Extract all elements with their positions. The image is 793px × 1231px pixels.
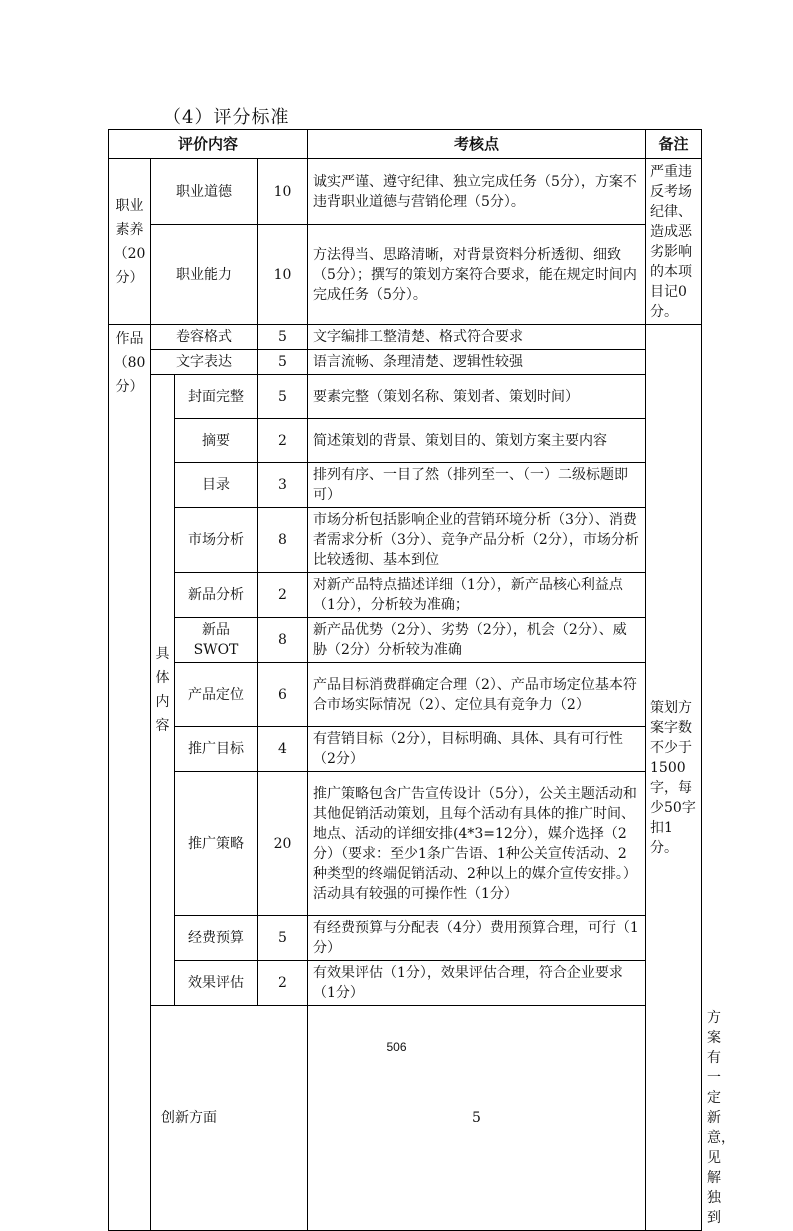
table-row — [109, 508, 702, 573]
table-row — [109, 916, 702, 961]
item-score: 5 — [308, 1006, 646, 1231]
item-label: 推广目标 — [175, 727, 258, 772]
item-points: 产品目标消费群确定合理（2）、产品市场定位基本符合市场实际情况（2）、定位具有竞争力（2） — [308, 663, 646, 727]
item-label: 封面完整 — [175, 375, 258, 419]
item-score: 20 — [258, 772, 308, 916]
item-points: 文字编排工整清楚、格式符合要求 — [308, 325, 646, 350]
table-row — [109, 350, 702, 375]
table-row — [109, 573, 702, 618]
item-points: 对新产品特点描述详细（1分），新产品核心利益点（1分），分析较为准确； — [308, 573, 646, 618]
note-work: 策划方案字数不少于1500字，每少50字扣1分。 — [646, 325, 702, 1231]
item-label: 新品SWOT — [175, 618, 258, 663]
table-row — [109, 618, 702, 663]
item-label: 创新方面 — [151, 1006, 308, 1231]
header-row — [109, 130, 702, 159]
table-row — [109, 727, 702, 772]
item-points: 有经费预算与分配表（4分）费用预算合理，可行（1分） — [308, 916, 646, 961]
item-score: 5 — [258, 325, 308, 350]
table-row — [109, 159, 702, 225]
item-points: 有效果评估（1分），效果评估合理，符合企业要求（1分） — [308, 961, 646, 1006]
table-row — [109, 663, 702, 727]
header-points: 考核点 — [308, 130, 646, 159]
item-label: 产品定位 — [175, 663, 258, 727]
item-points: 诚实严谨、遵守纪律、独立完成任务（5分），方案不违背职业道德与营销伦理（5分）。 — [308, 159, 646, 225]
item-score: 5 — [258, 916, 308, 961]
item-score: 10 — [258, 225, 308, 325]
item-points: 简述策划的背景、策划目的、策划方案主要内容 — [308, 419, 646, 463]
item-label: 效果评估 — [175, 961, 258, 1006]
item-label: 职业道德 — [151, 159, 258, 225]
item-score: 4 — [258, 727, 308, 772]
item-points: 市场分析包括影响企业的营销环境分析（3分）、消费者需求分析（3分）、竞争产品分析（2分），市场分析比较透彻、基本到位 — [308, 508, 646, 573]
item-score: 2 — [258, 961, 308, 1006]
item-score: 2 — [258, 573, 308, 618]
item-score: 5 — [258, 350, 308, 375]
item-label: 文字表达 — [151, 350, 258, 375]
item-label: 职业能力 — [151, 225, 258, 325]
item-label: 市场分析 — [175, 508, 258, 573]
item-points: 新产品优势（2分）、劣势（2分），机会（2分）、威胁（2分）分析较为准确 — [308, 618, 646, 663]
item-points: 语言流畅、条理清楚、逻辑性较强 — [308, 350, 646, 375]
item-label: 摘要 — [175, 419, 258, 463]
scoring-table — [108, 129, 736, 1231]
page-number: 506 — [386, 1040, 407, 1054]
item-points: 排列有序、一目了然（排列至一、（一）二级标题即可） — [308, 463, 646, 508]
item-label: 卷容格式 — [151, 325, 258, 350]
table-row — [109, 772, 702, 916]
section-heading: （4）评分标准 — [163, 107, 290, 128]
subsection-label-detail: 具体内容 — [151, 375, 175, 1006]
table-row — [109, 225, 702, 325]
note-qual: 严重违反考场纪律、造成恶劣影响的本项目记0分。 — [646, 159, 702, 325]
item-label: 推广策略 — [175, 772, 258, 916]
item-label: 经费预算 — [175, 916, 258, 961]
item-label: 新品分析 — [175, 573, 258, 618]
table-row — [109, 463, 702, 508]
section-label-work: 作品（80分） — [109, 325, 151, 1231]
header-note: 备注 — [646, 130, 702, 159]
table-row — [109, 375, 702, 419]
item-points: 要素完整（策划名称、策划者、策划时间） — [308, 375, 646, 419]
table-row — [109, 419, 702, 463]
item-points: 推广策略包含广告宣传设计（5分），公关主题活动和其他促销活动策划，且每个活动有具体的推广时间、地点、活动的详细安排(4*3=12分），媒介选择（2分）（要求：至少1条广告语、1种公关宣传活动、2种类型的终端促销活动、2种以上的媒介宣传安排。）活动具有较强的可操作性（1分） — [308, 772, 646, 916]
item-score: 5 — [258, 375, 308, 419]
section-label-qual: 职业素养（20分） — [109, 159, 151, 325]
item-score: 6 — [258, 663, 308, 727]
item-label: 目录 — [175, 463, 258, 508]
item-score: 2 — [258, 419, 308, 463]
header-content: 评价内容 — [109, 130, 308, 159]
item-score: 8 — [258, 618, 308, 663]
item-points: 方法得当、思路清晰，对背景资料分析透彻、细致（5分）；撰写的策划方案符合要求，能在规定时间内完成任务（5分）。 — [308, 225, 646, 325]
item-score: 3 — [258, 463, 308, 508]
table-row — [109, 961, 702, 1006]
item-score: 10 — [258, 159, 308, 225]
table-row: 创新方面 5 方案有一定新意，见解独到 — [109, 1006, 702, 1231]
item-points: 有营销目标（2分），目标明确、具体、具有可行性（2分） — [308, 727, 646, 772]
table-row — [109, 325, 702, 350]
item-score: 8 — [258, 508, 308, 573]
